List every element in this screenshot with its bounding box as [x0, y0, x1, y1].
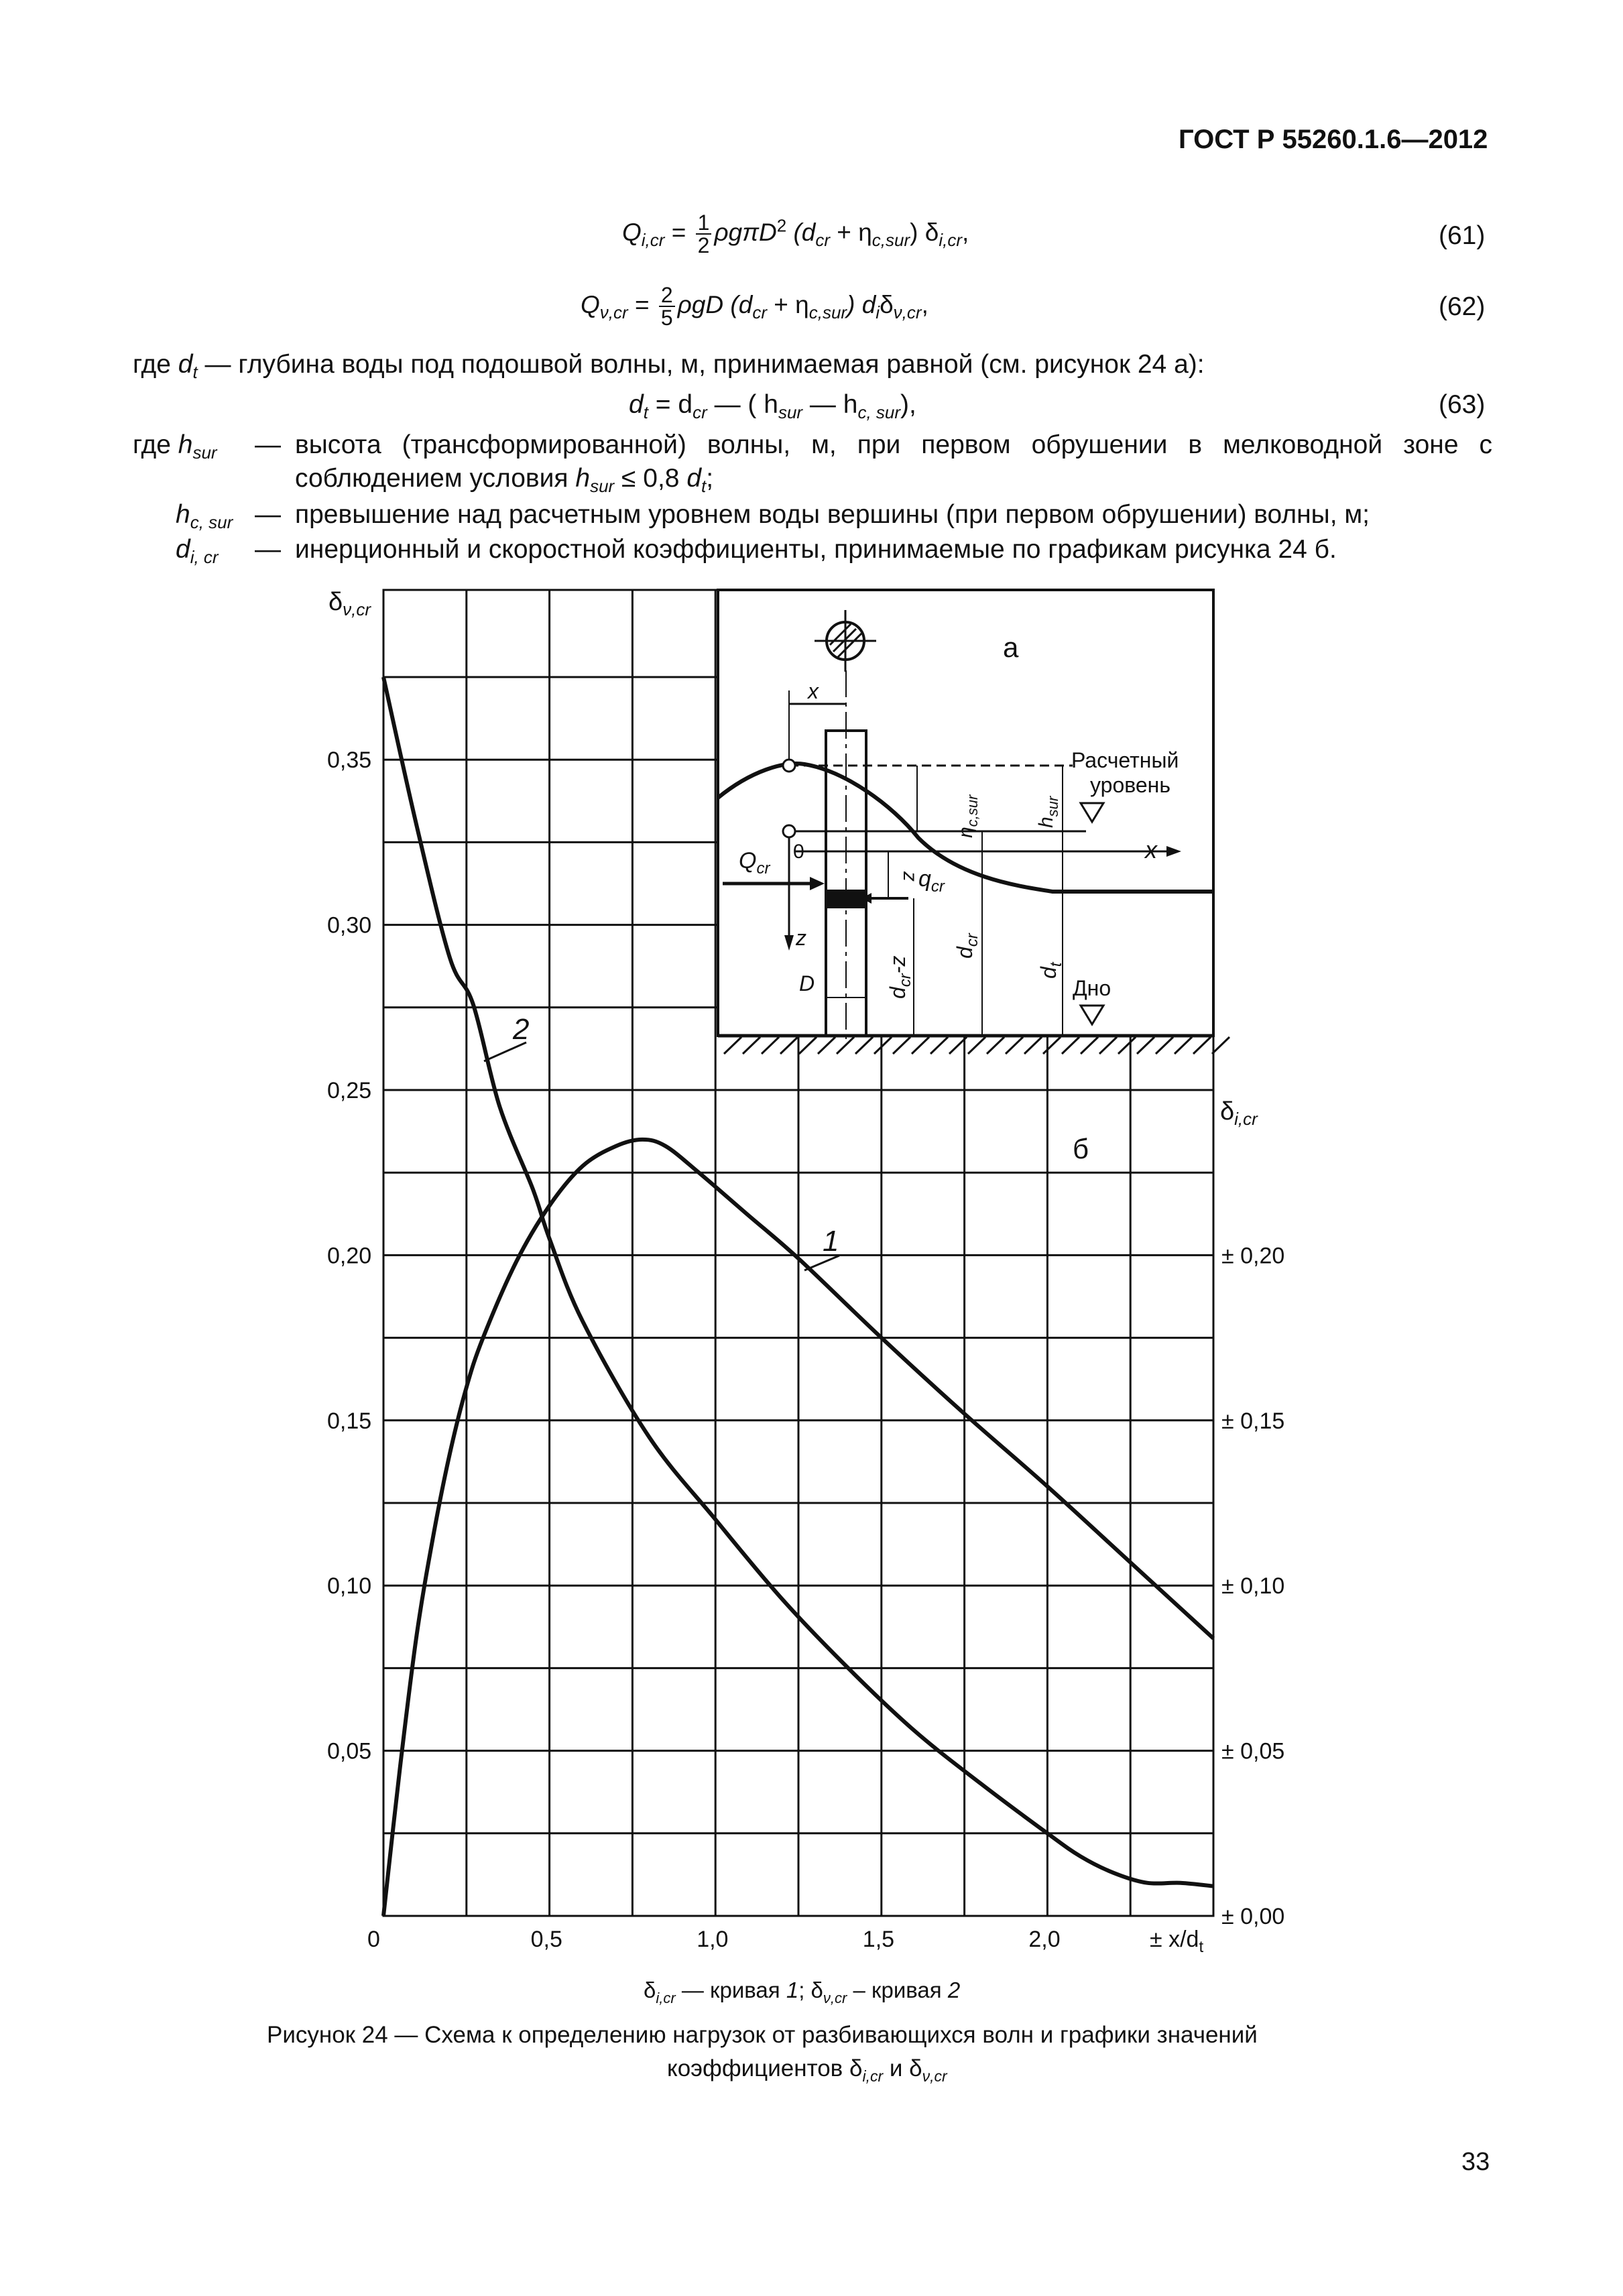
definition-hsur-dash: —: [255, 430, 281, 459]
q-force-label: $q_{cr}$: [918, 866, 945, 896]
equation-61: $Q_{i,cr}$ = $\frac{1}{2}$ ρgπD$^2$ $(d_{cr} + \eta_{c,sur})$ $\delta_{i,cr}$,: [622, 210, 969, 257]
document-header: ГОСТ Р 55260.1.6—2012: [1179, 125, 1488, 154]
y-left-tick-label: 0,25: [327, 1078, 372, 1103]
axis-x-label: x: [1145, 836, 1157, 863]
definition-hsur-term: где $h_{sur}$: [133, 430, 217, 463]
figure-caption-line1: Рисунок 24 — Схема к определению нагрузок от разбивающихся волн и графики значений: [267, 2022, 1258, 2048]
definition-dicr-term: $d_{i, cr}$: [176, 535, 219, 567]
hatch-stroke: [1137, 1037, 1154, 1054]
dcr-minus-z-label: $d_{cr}-z$: [886, 955, 914, 999]
equation-63: $d_t = d_{cr}$ — ( $h_{sur}$ — $h_{c, sur}$),: [629, 390, 916, 422]
seabed-hatching: [724, 1037, 1229, 1054]
hatch-stroke: [1118, 1037, 1136, 1054]
axis-z-label: z: [796, 926, 806, 950]
hatch-stroke: [968, 1037, 985, 1054]
design-level-label-2: уровень: [1090, 773, 1171, 797]
definition-dt: где $d_t$ — глубина воды под подошвой волны, м, принимаемая равной (см. рисунок 24 а):: [133, 350, 1205, 382]
y-left-tick-label: 0,20: [327, 1243, 372, 1269]
y-left-tick-label: 0,05: [327, 1738, 372, 1764]
bottom-label: Дно: [1073, 976, 1111, 1000]
hatch-stroke: [818, 1037, 835, 1054]
pile-element: [826, 890, 866, 908]
hatch-stroke: [1062, 1037, 1079, 1054]
figure-caption-line2: коэффициентов $\delta_{i,cr}$ и $\delta_{\nu,cr}$: [667, 2055, 947, 2085]
x-tick-label: 0,5: [530, 1927, 562, 1952]
hatch-stroke: [1193, 1037, 1211, 1054]
hatch-stroke: [1175, 1037, 1192, 1054]
y-right-axis-label: $\delta_{i,cr}$: [1220, 1097, 1258, 1129]
definition-dicr-text: инерционный и скоростной коэффициенты, принимаемые по графикам рисунка 24 б.: [295, 535, 1337, 564]
y-right-tick-label: ± 0,20: [1221, 1243, 1285, 1269]
equation-62-number: (62): [1439, 292, 1486, 321]
origin-label: 0: [793, 841, 804, 863]
hatch-stroke: [837, 1037, 854, 1054]
hatch-stroke: [1212, 1037, 1229, 1054]
definition-hcsur-term: $h_{c, sur}$: [176, 500, 233, 532]
x-tick-label: 1,0: [697, 1927, 729, 1952]
y-right-tick-label: ± 0,15: [1221, 1408, 1285, 1434]
hatch-stroke: [1043, 1037, 1061, 1054]
curve-1-label: 1: [823, 1225, 839, 1258]
hatch-stroke: [1006, 1037, 1023, 1054]
hatch-stroke: [893, 1037, 910, 1054]
hatch-stroke: [1156, 1037, 1173, 1054]
y-left-tick-label: 0,10: [327, 1573, 372, 1599]
y-left-tick-label: 0,30: [327, 912, 372, 939]
Q-force-label: $Q_{cr}$: [739, 848, 770, 878]
y-right-tick-label: ± 0,00: [1221, 1904, 1285, 1929]
x-axis-label: ± $x/d_t$: [1150, 1927, 1204, 1956]
hatch-stroke: [912, 1037, 929, 1054]
design-level-label-1: Расчетный: [1071, 748, 1179, 772]
hatch-stroke: [1081, 1037, 1098, 1054]
y-left-tick-label: 0,15: [327, 1408, 372, 1434]
dcr-label: $d_{cr}$: [953, 933, 981, 959]
x-tick-label: 0: [367, 1927, 380, 1952]
x-tick-label: 1,5: [862, 1927, 895, 1952]
hatch-stroke: [780, 1037, 798, 1054]
hatch-stroke: [724, 1037, 741, 1054]
hatch-stroke: [1024, 1037, 1042, 1054]
hatch-stroke: [799, 1037, 817, 1054]
equation-61-number: (61): [1439, 221, 1486, 250]
hatch-stroke: [762, 1037, 779, 1054]
panel-b-label: б: [1073, 1133, 1089, 1164]
curve-labels: [484, 1013, 839, 1270]
panel-a-diagram: [718, 590, 1229, 1054]
hatch-stroke: [930, 1037, 948, 1054]
dt-label: $d_t$: [1036, 962, 1065, 979]
hatch-stroke: [855, 1037, 873, 1054]
panel-a-label: а: [1003, 631, 1019, 663]
x-tick-label: 2,0: [1028, 1927, 1061, 1952]
definition-hsur-line1: высота (трансформированной) волны, м, при первом обрушении в мелководной зоне с: [295, 430, 1492, 459]
x-dimension-label: x: [808, 679, 819, 703]
D-dimension-label: D: [799, 971, 815, 995]
hatch-stroke: [743, 1037, 760, 1054]
y-right-tick-label: ± 0,10: [1221, 1573, 1285, 1599]
hatch-stroke: [987, 1037, 1004, 1054]
eta-csur-label: $\eta_{c,sur}$: [955, 794, 981, 838]
figure-legend: $\delta_{i,cr}$ — кривая 1; $\delta_{\nu,cr}$ – кривая 2: [644, 1978, 961, 2006]
y-right-tick-label: ± 0,05: [1221, 1738, 1285, 1764]
definition-hcsur-text: превышение над расчетным уровнем воды вершины (при первом обрушении) волны, м;: [295, 500, 1370, 529]
definition-hsur-line2: соблюдением условия $h_{sur} \le 0,8$ $d_t$;: [295, 464, 714, 496]
y-left-tick-label: 0,35: [327, 747, 372, 774]
y-left-axis-label: $\delta_{\nu,cr}$: [328, 588, 371, 619]
hatch-stroke: [1099, 1037, 1117, 1054]
equation-63-number: (63): [1439, 390, 1486, 419]
curve-2-label: 2: [513, 1013, 530, 1046]
equation-62: $Q_{\nu,cr}$ = $\frac{2}{5}$ ρgD $(d_{cr} + \eta_{c,sur})$ $d_i\delta_{\nu,cr}$,: [581, 283, 928, 330]
page-number: 33: [1461, 2148, 1490, 2176]
hsur-label: $h_{sur}$: [1035, 796, 1061, 828]
z-dimension-label: z: [899, 871, 921, 882]
definition-dicr-dash: —: [255, 535, 281, 564]
hatch-stroke: [874, 1037, 892, 1054]
definition-hcsur-dash: —: [255, 500, 281, 529]
